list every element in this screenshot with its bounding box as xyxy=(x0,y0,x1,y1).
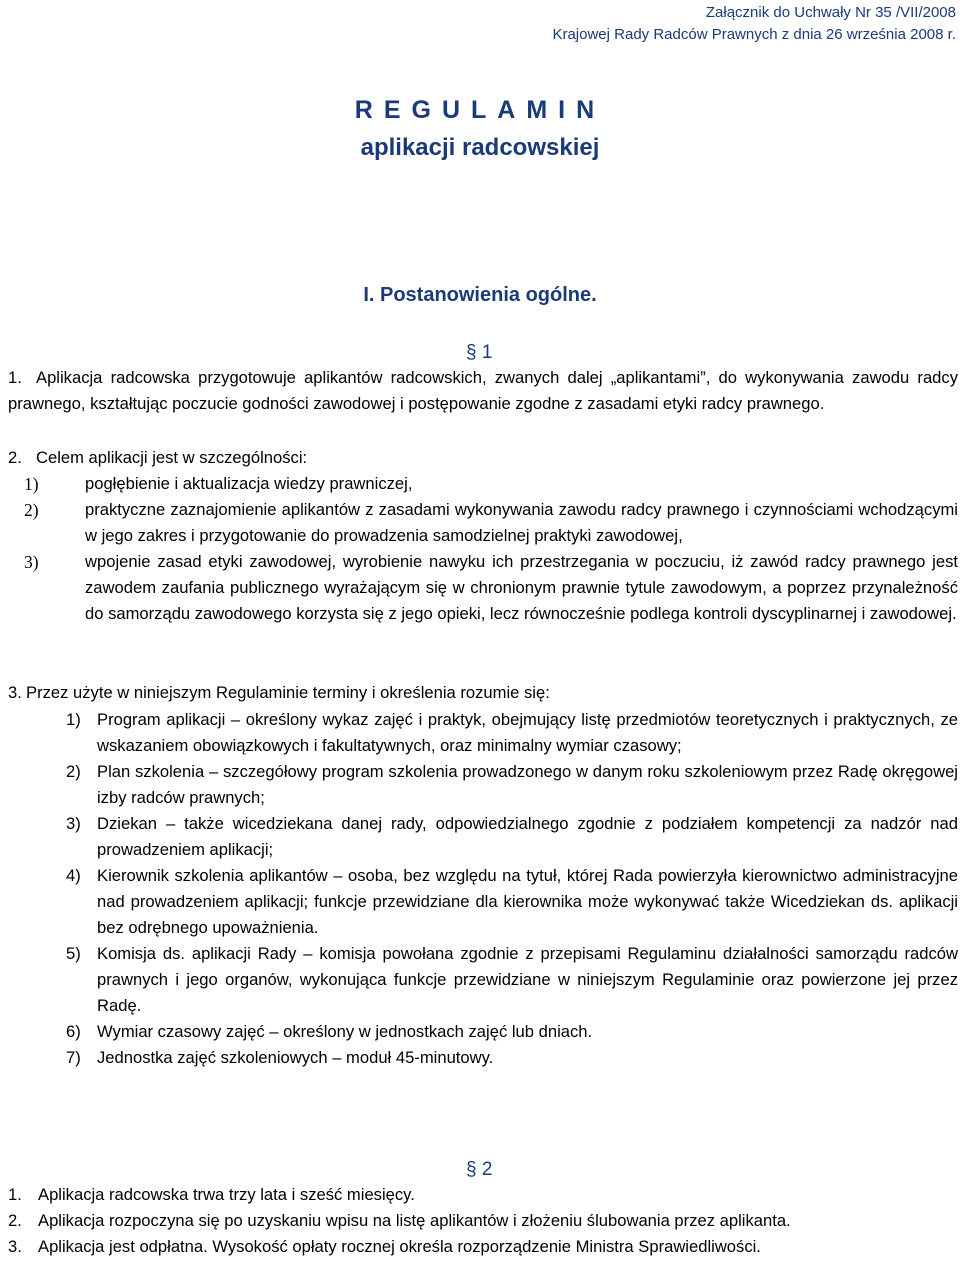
list-item-number: 7) xyxy=(66,1048,81,1067)
list-item xyxy=(66,1045,958,1071)
paragraph-1-point-3 xyxy=(8,680,958,706)
paragraph-1-point-3-list xyxy=(66,707,958,1071)
list-item xyxy=(66,759,958,811)
list-item-number: 3) xyxy=(66,814,81,833)
list-item-number: 5) xyxy=(66,944,81,963)
paragraph-1-point-1 xyxy=(8,365,958,417)
point-text: Aplikacja radcowska przygotowuje aplikantów radcowskich, zwanych dalej „aplikantami”, do wykonywania zawodu radcy prawnego, kształtując poczucie godności zawodowej i postępowanie zgodne z zasadami etyki radcy prawnego. xyxy=(8,368,958,413)
list-item xyxy=(66,863,958,941)
paragraph-2-list xyxy=(8,1182,958,1260)
list-item-number: 1) xyxy=(66,710,81,729)
list-item xyxy=(66,811,958,863)
point-text: Celem aplikacji jest w szczególności: xyxy=(36,448,308,467)
paragraph-1-mark: § 1 xyxy=(466,342,493,363)
list-item-number: 2. xyxy=(8,1211,22,1230)
list-item-number: 4) xyxy=(66,866,81,885)
document-title: REGULAMIN xyxy=(354,96,606,124)
list-item-text: wpojenie zasad etyki zawodowej, wyrobienie nawyku ich przestrzegania w poczuciu, iż zawód radcy prawnego jest zawodem zaufania publicznego wyrażającym się w chronionym prawnie tytule zawodowym, a poprzez przynależność do samorządu zawodowego korzysta się z jego opieki, lecz równocześnie podlega kontroli dyscyplinarnej i zawodowej. xyxy=(85,552,958,623)
list-item xyxy=(24,471,958,497)
list-item-text: Komisja ds. aplikacji Rady – komisja powołana zgodnie z przepisami Regulaminu działalności samorządu radców prawnych i jego organów, wykonująca funkcje przewidziane w niniejszym Regulaminie oraz powierzone jej przez Radę. xyxy=(97,944,958,1015)
point-number: 3. xyxy=(8,683,22,702)
list-item-text: Dziekan – także wicedziekana danej rady, odpowiedzialnego zgodnie z podziałem kompetencji za nadzór nad prowadzeniem aplikacji; xyxy=(97,814,958,859)
list-item xyxy=(24,549,958,627)
document-subtitle: aplikacji radcowskiej xyxy=(360,134,600,161)
list-item xyxy=(66,707,958,759)
list-item-number: 1) xyxy=(24,474,39,494)
list-item-text: Kierownik szkolenia aplikantów – osoba, bez względu na tytuł, której Rada powierzyła kierownictwo administracyjne nad prowadzeniem aplikacji; funkcje przewidziane dla kierownika może wykonywać także Wicedziekan ds. aplikacji bez odrębnego upoważnienia. xyxy=(97,866,958,937)
list-item xyxy=(8,1182,958,1208)
list-item xyxy=(8,1234,958,1260)
list-item-number: 3. xyxy=(8,1237,22,1256)
point-number: 1. xyxy=(8,368,22,387)
list-item xyxy=(66,1019,958,1045)
list-item-text: Wymiar czasowy zajęć – określony w jednostkach zajęć lub dniach. xyxy=(97,1022,593,1041)
list-item xyxy=(24,497,958,549)
list-item-number: 2) xyxy=(66,762,81,781)
list-item-number: 2) xyxy=(24,500,39,520)
paragraph-2-mark: § 2 xyxy=(466,1159,493,1180)
list-item-number: 6) xyxy=(66,1022,81,1041)
list-item-text: Aplikacja radcowska trwa trzy lata i sześć miesięcy. xyxy=(38,1185,415,1204)
attachment-note xyxy=(552,2,956,46)
paragraph-1-point-2-list xyxy=(24,471,958,627)
point-number: 2. xyxy=(8,448,22,467)
list-item-text: Jednostka zajęć szkoleniowych – moduł 45-minutowy. xyxy=(97,1048,494,1067)
attachment-note-line2: Krajowej Rady Radców Prawnych z dnia 26 września 2008 r. xyxy=(552,26,956,43)
point-text: Przez użyte w niniejszym Regulaminie terminy i określenia rozumie się: xyxy=(26,683,550,702)
list-item xyxy=(8,1208,958,1234)
paragraph-1-point-2 xyxy=(8,445,958,471)
list-item-text: Program aplikacji – określony wykaz zajęć i praktyk, obejmujący listę przedmiotów teoretycznych i praktycznych, ze wskazaniem obowiązkowych i fakultatywnych, oraz minimalny wymiar czasowy; xyxy=(97,710,958,755)
list-item xyxy=(66,941,958,1019)
list-item-text: Plan szkolenia – szczegółowy program szkolenia prowadzonego w danym roku szkoleniowym przez Radę okręgowej izby radców prawnych; xyxy=(97,762,958,807)
list-item-text: Aplikacja jest odpłatna. Wysokość opłaty rocznej określa rozporządzenie Ministra Sprawiedliwości. xyxy=(38,1237,761,1256)
list-item-text: pogłębienie i aktualizacja wiedzy prawniczej, xyxy=(85,474,413,493)
list-item-text: Aplikacja rozpoczyna się po uzyskaniu wpisu na listę aplikantów i złożeniu ślubowania przez aplikanta. xyxy=(38,1211,791,1230)
section-title: I. Postanowienia ogólne. xyxy=(363,284,597,306)
list-item-text: praktyczne zaznajomienie aplikantów z zasadami wykonywania zawodu radcy prawnego i czynnościami wchodzącymi w jego zakres i przygotowanie do prowadzenia samodzielnej praktyki zawodowej, xyxy=(85,500,958,545)
list-item-number: 1. xyxy=(8,1185,22,1204)
attachment-note-line1: Załącznik do Uchwały Nr 35 /VII/2008 xyxy=(705,4,956,21)
list-item-number: 3) xyxy=(24,552,39,572)
